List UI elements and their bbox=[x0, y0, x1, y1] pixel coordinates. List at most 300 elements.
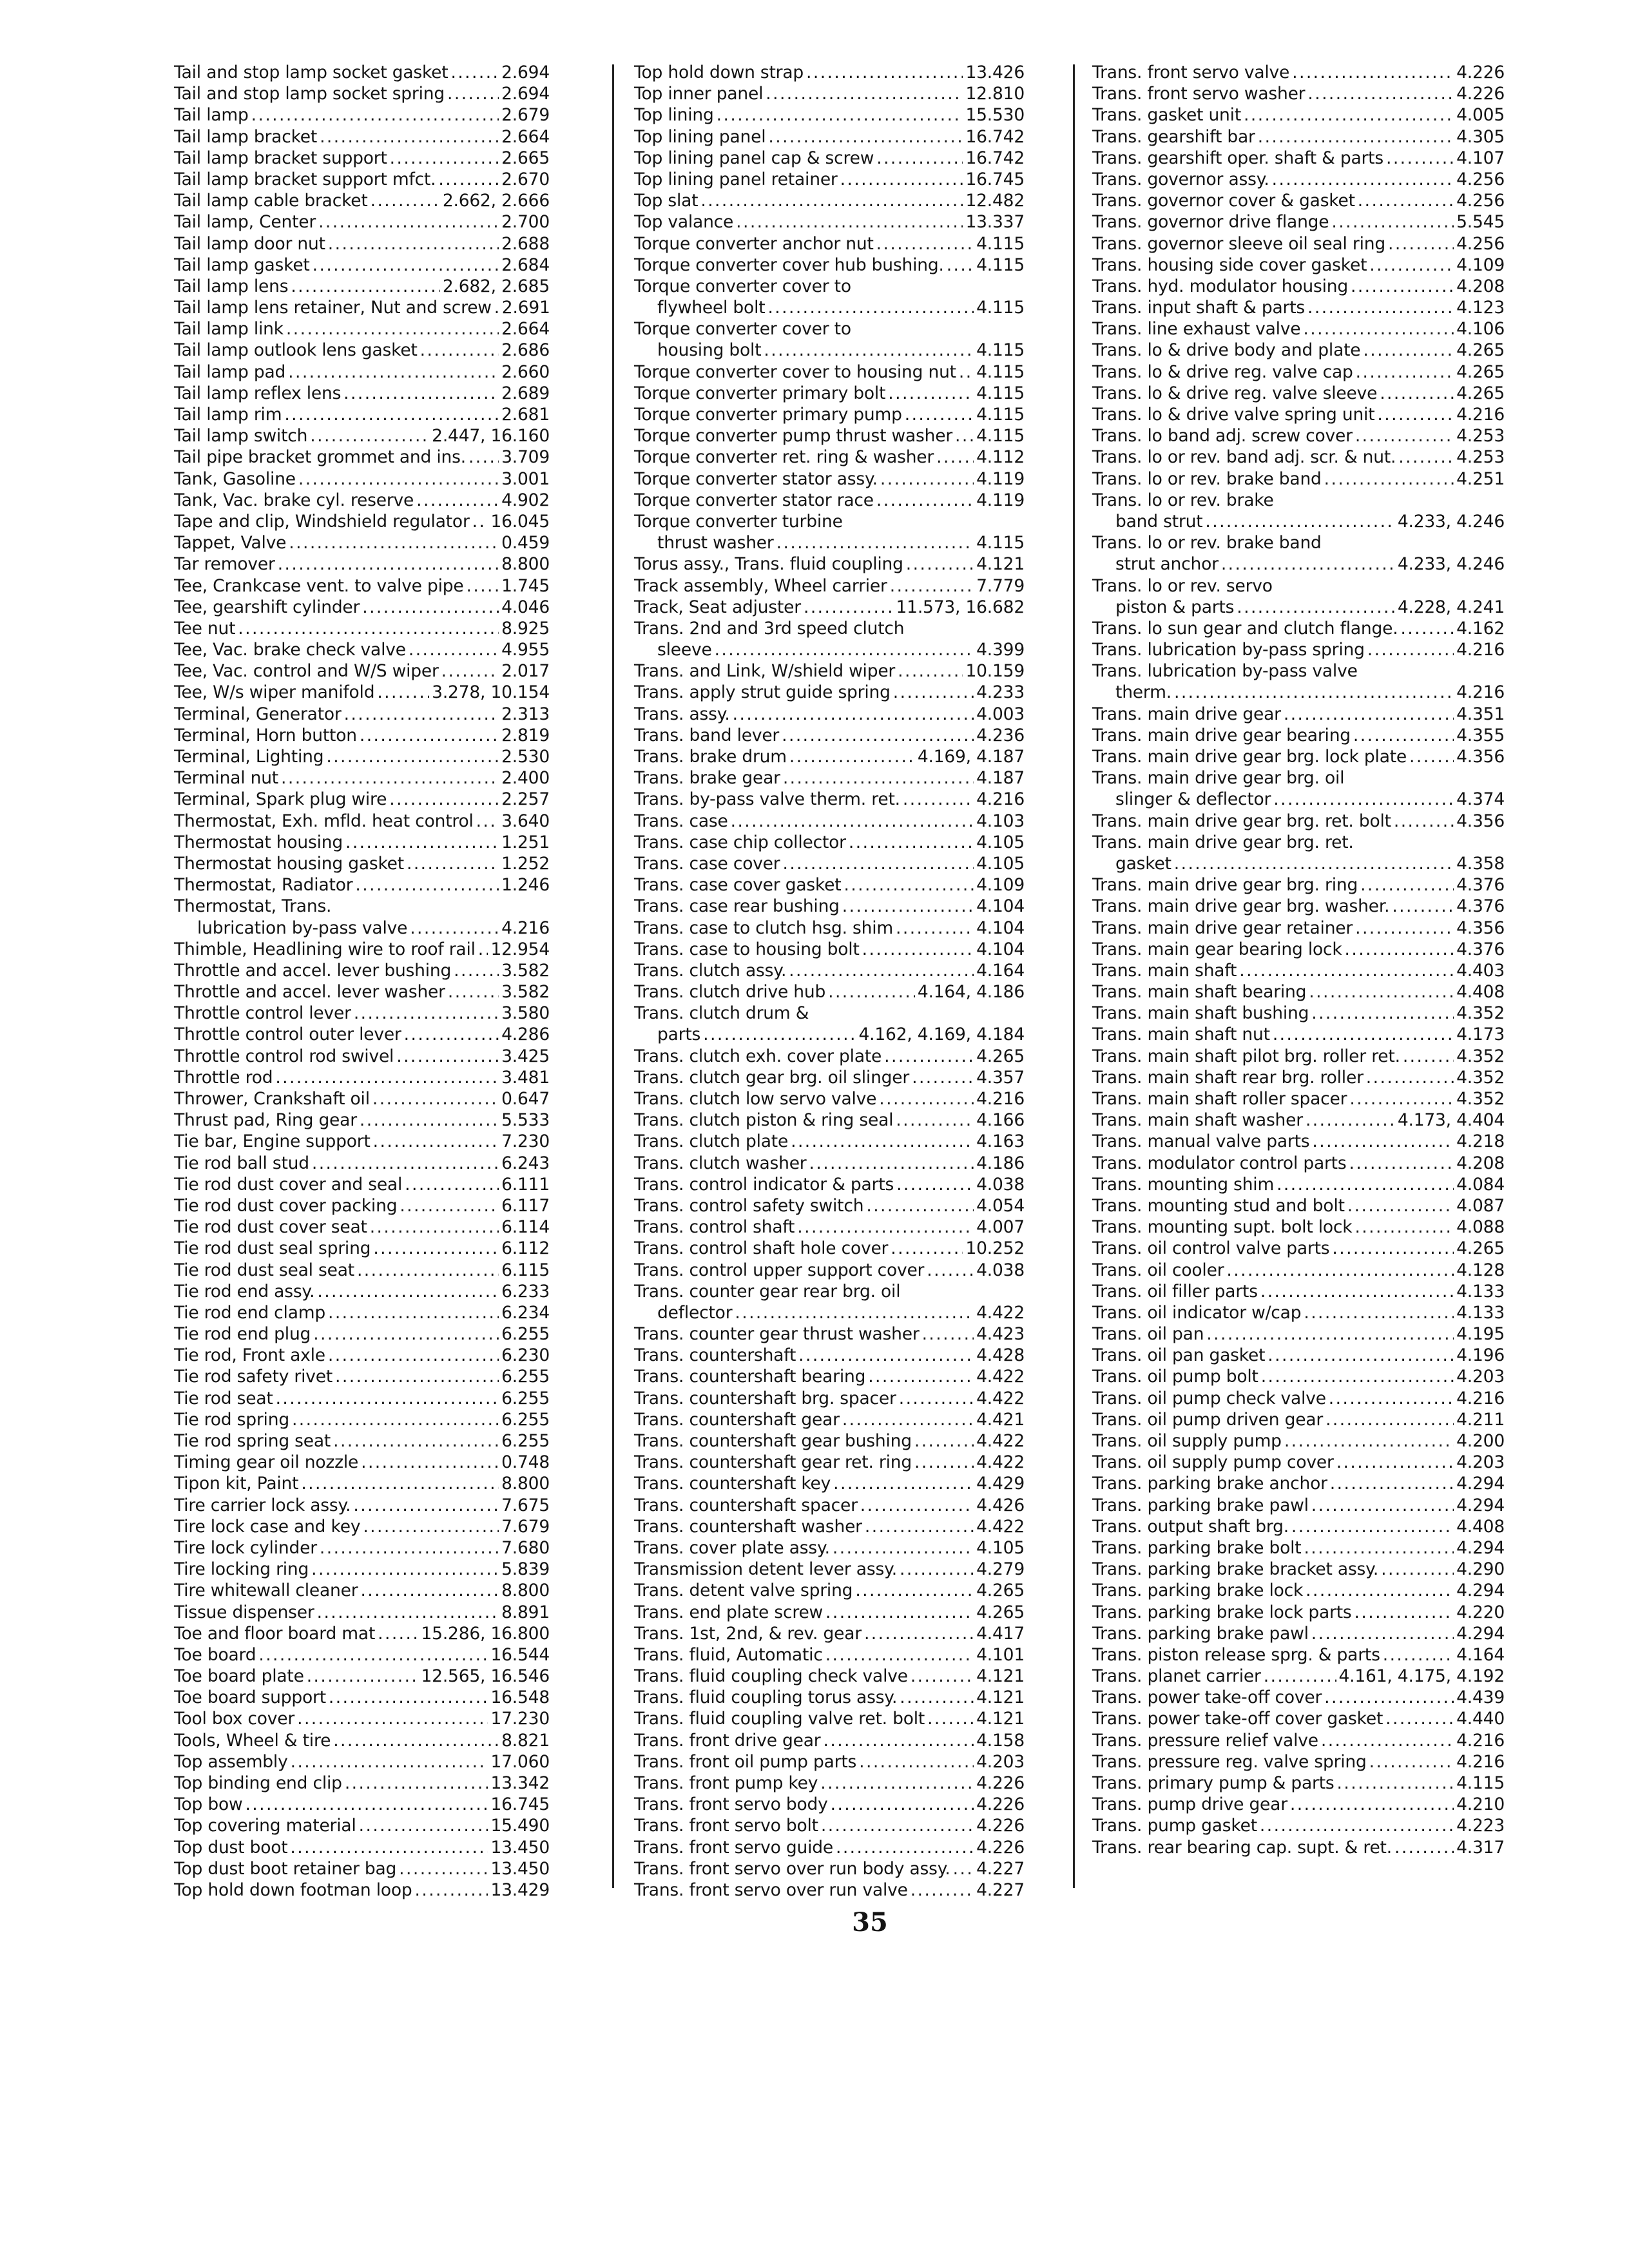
entry-reference: 4.101 bbox=[976, 1644, 1025, 1665]
entry-reference: 4.105 bbox=[976, 832, 1025, 852]
entry-name: Trans. countershaft gear bbox=[634, 1409, 840, 1430]
index-entry bbox=[634, 1580, 1025, 1601]
dot-leader bbox=[1321, 1730, 1454, 1751]
entry-reference: 4.294 bbox=[1456, 1474, 1505, 1494]
dot-leader bbox=[849, 832, 974, 853]
dot-leader bbox=[1331, 211, 1454, 233]
entry-reference: 4.200 bbox=[1456, 1431, 1505, 1451]
dot-leader bbox=[448, 981, 499, 1003]
entry-reference: 10.252 bbox=[965, 1238, 1025, 1259]
dot-leader bbox=[318, 211, 499, 233]
dot-leader bbox=[1258, 126, 1454, 148]
dot-leader bbox=[360, 1110, 499, 1131]
entry-reference: 4.115 bbox=[976, 255, 1025, 275]
entry-name: Trans. governor sleeve oil seal ring bbox=[1092, 233, 1386, 254]
dot-leader bbox=[450, 62, 499, 83]
entry-reference: 1.251 bbox=[501, 832, 550, 852]
entry-reference: 4.294 bbox=[1456, 1537, 1505, 1558]
entry-name: Trans. counter gear thrust washer bbox=[634, 1324, 920, 1345]
dot-leader bbox=[377, 682, 429, 703]
column-divider bbox=[1073, 64, 1075, 1888]
entry-reference: 2.017 bbox=[501, 661, 550, 682]
entry-reference: 6.243 bbox=[501, 1153, 550, 1173]
dot-leader bbox=[317, 1281, 499, 1302]
index-entry bbox=[634, 896, 1025, 917]
entry-name: Terminal, Horn button bbox=[174, 725, 357, 745]
index-entry bbox=[1092, 1430, 1505, 1452]
entry-name: Tail lamp bracket bbox=[174, 126, 318, 147]
dot-leader bbox=[284, 404, 499, 425]
index-entry bbox=[634, 1602, 1025, 1623]
index-entry bbox=[1092, 1708, 1505, 1729]
index-entry bbox=[634, 960, 1025, 981]
index-entry bbox=[634, 853, 1025, 874]
dot-leader bbox=[855, 1580, 974, 1601]
dot-leader bbox=[389, 789, 499, 810]
dot-leader bbox=[1307, 83, 1454, 104]
entry-name: Tail lamp link bbox=[174, 319, 284, 340]
entry-name: Trans. clutch piston & ring seal bbox=[634, 1110, 894, 1131]
index-entry bbox=[634, 490, 1025, 511]
index-entry bbox=[634, 425, 1025, 447]
index-entry bbox=[634, 1409, 1025, 1430]
entry-name: Tank, Vac. brake cyl. reserve bbox=[174, 490, 414, 510]
index-entry bbox=[1092, 1773, 1505, 1794]
index-entry bbox=[1092, 148, 1505, 169]
entry-reference: 4.228, 4.241 bbox=[1397, 597, 1505, 617]
dot-leader bbox=[789, 960, 974, 981]
dot-leader bbox=[447, 83, 499, 104]
dot-leader bbox=[1304, 1537, 1454, 1559]
entry-reference: 2.686 bbox=[501, 340, 550, 361]
entry-name: Top dust boot bbox=[174, 1837, 288, 1858]
index-entry bbox=[1092, 1174, 1505, 1195]
dot-leader bbox=[407, 853, 499, 874]
entry-reference: 4.423 bbox=[976, 1324, 1025, 1345]
entry-name: Top assembly bbox=[174, 1751, 288, 1772]
dot-leader bbox=[1337, 1773, 1454, 1794]
index-entry bbox=[174, 1238, 550, 1259]
index-entry bbox=[1092, 832, 1505, 853]
entry-reference: 4.265 bbox=[976, 1046, 1025, 1066]
index-entry bbox=[634, 553, 1025, 575]
entry-reference: 4.208 bbox=[1456, 1153, 1505, 1173]
entry-name: Trans. case cover gasket bbox=[634, 875, 842, 896]
dot-leader bbox=[454, 960, 499, 981]
entry-reference: 15.490 bbox=[490, 1816, 550, 1836]
entry-name: Tie rod dust cover packing bbox=[174, 1195, 398, 1216]
index-entry bbox=[174, 1366, 550, 1387]
dot-leader bbox=[900, 1559, 974, 1580]
entry-reference: 15.530 bbox=[965, 105, 1025, 126]
entry-name: Torque converter anchor nut bbox=[634, 233, 874, 254]
dot-leader bbox=[1388, 233, 1454, 255]
entry-reference: 3.278, 10.154 bbox=[432, 682, 550, 703]
dot-leader bbox=[291, 276, 439, 297]
entry-name: Trans. lo & drive reg. valve cap bbox=[1092, 361, 1353, 382]
entry-name: Trans. oil filler parts bbox=[1092, 1281, 1258, 1302]
dot-leader bbox=[301, 1473, 499, 1494]
entry-name: Trans. lo & drive reg. valve sleeve bbox=[1092, 383, 1378, 403]
dot-leader bbox=[1360, 874, 1454, 896]
dot-leader bbox=[1311, 1623, 1454, 1644]
entry-name: Trans. front servo body bbox=[634, 1794, 828, 1815]
dot-leader bbox=[441, 660, 499, 682]
entry-name: Trans. lubrication by-pass spring bbox=[1092, 640, 1365, 660]
entry-reference: 13.450 bbox=[490, 1837, 550, 1858]
entry-name: Thermostat housing gasket bbox=[174, 853, 404, 874]
entry-reference: 4.038 bbox=[976, 1260, 1025, 1280]
dot-leader bbox=[893, 682, 974, 703]
index-entry bbox=[174, 404, 550, 425]
entry-reference: 4.054 bbox=[976, 1195, 1025, 1216]
dot-leader bbox=[245, 1794, 488, 1815]
dot-leader bbox=[328, 1345, 499, 1366]
index-entry bbox=[174, 1409, 550, 1430]
entry-reference: 4.173, 4.404 bbox=[1397, 1110, 1505, 1131]
dot-leader bbox=[1392, 896, 1454, 917]
dot-leader bbox=[898, 660, 963, 682]
entry-name: Torque converter turbine bbox=[634, 511, 843, 532]
index-entry bbox=[1092, 1088, 1505, 1110]
entry-name: Tank, Gasoline bbox=[174, 468, 296, 489]
dot-leader bbox=[1329, 1388, 1454, 1409]
dot-leader bbox=[880, 468, 974, 490]
dot-leader bbox=[899, 1388, 974, 1409]
dot-leader bbox=[370, 1216, 499, 1238]
dot-leader bbox=[1261, 1366, 1454, 1387]
dot-leader bbox=[922, 1323, 974, 1345]
entry-name: Trans. countershaft spacer bbox=[634, 1495, 858, 1515]
entry-reference: 3.580 bbox=[501, 1003, 550, 1024]
entry-name: Trans. main drive gear brg. oil bbox=[1092, 768, 1345, 789]
entry-name: Tail lamp lens bbox=[174, 276, 289, 296]
entry-reference: 4.208 bbox=[1456, 276, 1505, 296]
entry-reference: 4.121 bbox=[976, 554, 1025, 575]
dot-leader bbox=[804, 597, 894, 618]
entry-name: parts bbox=[657, 1024, 701, 1045]
entry-name: Trans. countershaft bearing bbox=[634, 1367, 866, 1387]
entry-name: Trans. brake drum bbox=[634, 747, 787, 767]
entry-reference: 4.133 bbox=[1456, 1281, 1505, 1302]
dot-leader bbox=[911, 1666, 974, 1687]
entry-name: Tee, Vac. control and W/S wiper bbox=[174, 661, 439, 682]
entry-name: band strut bbox=[1115, 511, 1203, 532]
entry-name: Trans. 1st, 2nd, & rev. gear bbox=[634, 1623, 862, 1644]
dot-leader bbox=[1383, 1644, 1454, 1666]
entry-reference: 5.545 bbox=[1456, 212, 1505, 233]
entry-reference: 6.234 bbox=[501, 1302, 550, 1323]
entry-name: Tail lamp pad bbox=[174, 361, 286, 382]
index-entry bbox=[1092, 1260, 1505, 1281]
entry-name: Trans. main shaft bbox=[1092, 960, 1237, 981]
dot-leader bbox=[404, 1024, 499, 1045]
dot-leader bbox=[733, 704, 974, 725]
entry-name: Terminal nut bbox=[174, 768, 278, 789]
entry-reference: 4.163 bbox=[976, 1131, 1025, 1152]
index-entry bbox=[1092, 511, 1505, 532]
entry-reference: 4.376 bbox=[1456, 939, 1505, 959]
index-entry bbox=[174, 233, 550, 255]
index-entry bbox=[1092, 83, 1505, 104]
entry-name: Trans. assy. bbox=[634, 704, 730, 724]
index-entry bbox=[174, 1216, 550, 1238]
entry-reference: 4.161, 4.175, 4.192 bbox=[1338, 1666, 1505, 1687]
entry-name: Trans. front oil pump parts bbox=[634, 1751, 857, 1772]
entry-name: Trans. main gear bearing lock bbox=[1092, 939, 1342, 959]
index-entry bbox=[174, 1345, 550, 1366]
index-entry bbox=[1092, 1730, 1505, 1751]
entry-reference: 4.352 bbox=[1456, 1089, 1505, 1109]
dot-leader bbox=[820, 1773, 974, 1794]
page-number: 35 bbox=[852, 1907, 888, 1937]
index-entry bbox=[634, 1666, 1025, 1687]
entry-reference: 4.115 bbox=[976, 361, 1025, 382]
index-entry bbox=[174, 660, 550, 682]
dot-leader bbox=[478, 939, 488, 960]
entry-reference: 4.164, 4.186 bbox=[917, 982, 1025, 1003]
entry-reference: 4.429 bbox=[976, 1474, 1025, 1494]
entry-reference: 3.425 bbox=[501, 1046, 550, 1066]
dot-leader bbox=[914, 1430, 974, 1452]
dot-leader bbox=[343, 383, 499, 404]
entry-name: Top lining panel bbox=[634, 126, 766, 147]
entry-name: Tail lamp bracket support mfct. bbox=[174, 169, 436, 189]
dot-leader bbox=[1380, 383, 1454, 404]
entry-name: Trans. brake gear bbox=[634, 768, 780, 789]
index-entry bbox=[634, 62, 1025, 83]
entry-reference: 2.670 bbox=[501, 169, 550, 189]
entry-reference: 4.216 bbox=[1456, 1751, 1505, 1772]
dot-leader bbox=[879, 1088, 974, 1110]
entry-reference: 8.800 bbox=[501, 554, 550, 575]
entry-reference: 4.105 bbox=[976, 1537, 1025, 1558]
index-entry bbox=[174, 1879, 550, 1901]
entry-name: Trans. case to housing bolt bbox=[634, 939, 860, 959]
entry-reference: 3.582 bbox=[501, 960, 550, 981]
entry-name: Trans. main drive gear brg. ret. bbox=[1092, 832, 1354, 852]
index-entry bbox=[634, 575, 1025, 597]
dot-leader bbox=[884, 1046, 974, 1067]
dot-leader bbox=[328, 1302, 499, 1323]
index-entry bbox=[174, 1281, 550, 1302]
entry-name: Trans. gearshift oper. shaft & parts bbox=[1092, 148, 1383, 168]
entry-name: Trans. front servo over run valve bbox=[634, 1879, 908, 1900]
dot-leader bbox=[307, 1666, 419, 1687]
entry-reference: 4.164 bbox=[976, 960, 1025, 981]
index-entry bbox=[1092, 874, 1505, 896]
dot-leader bbox=[258, 1644, 488, 1666]
index-entry bbox=[634, 618, 1025, 639]
entry-reference: 1.745 bbox=[501, 575, 550, 596]
index-entry bbox=[634, 361, 1025, 383]
dot-leader bbox=[320, 126, 499, 148]
entry-reference: 17.060 bbox=[490, 1751, 550, 1772]
index-entry bbox=[634, 468, 1025, 490]
entry-reference: 4.173 bbox=[1456, 1024, 1505, 1045]
dot-leader bbox=[373, 1131, 499, 1152]
dot-leader bbox=[860, 1495, 974, 1516]
dot-leader bbox=[1284, 704, 1454, 725]
dot-leader bbox=[1268, 1345, 1454, 1366]
index-entry bbox=[174, 297, 550, 318]
dot-leader bbox=[783, 767, 974, 789]
entry-reference: 4.226 bbox=[976, 1773, 1025, 1793]
entry-reference: 4.104 bbox=[976, 896, 1025, 917]
entry-reference: 2.665 bbox=[501, 148, 550, 168]
index-entry bbox=[174, 1088, 550, 1110]
entry-name: Trans. main shaft bearing bbox=[1092, 982, 1307, 1003]
index-entry bbox=[174, 1773, 550, 1794]
dot-leader bbox=[890, 575, 974, 597]
entry-name: Trans. main drive gear brg. ring bbox=[1092, 875, 1358, 896]
index-entry bbox=[634, 918, 1025, 939]
index-entry bbox=[174, 639, 550, 660]
index-entry bbox=[634, 832, 1025, 853]
entry-reference: 2.681 bbox=[501, 405, 550, 425]
index-entry bbox=[174, 918, 550, 939]
dot-leader bbox=[1273, 1024, 1454, 1045]
index-entry bbox=[174, 126, 550, 148]
entry-name: Tire lock case and key bbox=[174, 1516, 361, 1537]
entry-name: Torque converter stator assy. bbox=[634, 468, 878, 489]
dot-leader bbox=[768, 126, 963, 148]
entry-name: Tail lamp switch bbox=[174, 426, 308, 447]
index-entry bbox=[1092, 490, 1505, 511]
entry-name: Trans. front servo bolt bbox=[634, 1816, 818, 1836]
index-entry bbox=[1092, 1623, 1505, 1644]
dot-leader bbox=[1409, 746, 1454, 767]
entry-reference: 2.679 bbox=[501, 105, 550, 126]
entry-name: Trans. and Link, W/shield wiper bbox=[634, 661, 896, 682]
entry-reference: 2.660 bbox=[501, 361, 550, 382]
dot-leader bbox=[238, 618, 499, 639]
entry-name: Tail and stop lamp socket gasket bbox=[174, 62, 448, 82]
entry-name: Trans. parking brake pawl bbox=[1092, 1495, 1309, 1515]
index-entry bbox=[1092, 297, 1505, 318]
entry-reference: 13.342 bbox=[490, 1773, 550, 1793]
dot-leader bbox=[703, 1024, 856, 1045]
entry-name: Trans. clutch drum & bbox=[634, 1003, 809, 1024]
entry-name: Throttle rod bbox=[174, 1067, 273, 1088]
index-entry bbox=[1092, 1345, 1505, 1366]
index-entry bbox=[634, 725, 1025, 746]
entry-name: Trans. manual valve parts bbox=[1092, 1131, 1310, 1152]
entry-reference: 0.459 bbox=[501, 533, 550, 553]
entry-reference: 4.233, 4.246 bbox=[1397, 554, 1505, 575]
dot-leader bbox=[345, 832, 499, 853]
index-entry bbox=[634, 746, 1025, 767]
entry-reference: 4.236 bbox=[976, 725, 1025, 745]
entry-reference: 7.679 bbox=[501, 1516, 550, 1537]
dot-leader bbox=[735, 1302, 974, 1323]
index-entry bbox=[174, 1559, 550, 1580]
dot-leader bbox=[372, 1088, 499, 1110]
index-entry bbox=[1092, 1495, 1505, 1516]
entry-name: Trans. housing side cover gasket bbox=[1092, 255, 1367, 275]
entry-reference: 4.256 bbox=[1456, 191, 1505, 211]
dot-leader bbox=[396, 1046, 499, 1067]
entry-reference: 4.088 bbox=[1456, 1217, 1505, 1238]
index-entry bbox=[174, 1708, 550, 1729]
entry-name: Trans. pump gasket bbox=[1092, 1816, 1257, 1836]
dot-leader bbox=[876, 233, 974, 255]
index-entry bbox=[174, 1751, 550, 1773]
entry-reference: 2.530 bbox=[501, 747, 550, 767]
entry-name: Track, Seat adjuster bbox=[634, 597, 801, 617]
dot-leader bbox=[494, 297, 499, 318]
dot-leader bbox=[378, 1623, 418, 1644]
entry-reference: 13.426 bbox=[965, 62, 1025, 82]
dot-leader bbox=[476, 811, 499, 832]
index-entry bbox=[634, 511, 1025, 532]
entry-name: Trans. main drive gear brg. lock plate bbox=[1092, 747, 1407, 767]
dot-leader bbox=[1345, 939, 1454, 960]
entry-name: Trans. oil control valve parts bbox=[1092, 1238, 1330, 1259]
entry-name: Thimble, Headlining wire to roof rail bbox=[174, 939, 476, 959]
entry-name: Tail lamp reflex lens bbox=[174, 383, 342, 403]
entry-reference: 2.689 bbox=[501, 383, 550, 403]
entry-name: Tee, gearshift cylinder bbox=[174, 597, 360, 617]
entry-reference: 2.819 bbox=[501, 725, 550, 745]
entry-name: Trans. parking brake bolt bbox=[1092, 1537, 1302, 1558]
index-entry bbox=[634, 447, 1025, 468]
entry-reference: 4.158 bbox=[976, 1730, 1025, 1751]
index-entry bbox=[634, 1195, 1025, 1216]
entry-reference: 6.255 bbox=[501, 1388, 550, 1408]
index-entry bbox=[174, 1495, 550, 1516]
entry-reference: 4.356 bbox=[1456, 747, 1505, 767]
entry-reference: 4.403 bbox=[1456, 960, 1505, 981]
entry-name: Throttle control outer lever bbox=[174, 1024, 401, 1045]
index-entry bbox=[1092, 1131, 1505, 1152]
index-entry bbox=[174, 468, 550, 490]
entry-name: Trans. line exhaust valve bbox=[1092, 319, 1301, 340]
entry-reference: 2.691 bbox=[501, 298, 550, 318]
index-entry bbox=[174, 874, 550, 896]
dot-leader bbox=[297, 1708, 488, 1729]
dot-leader bbox=[1332, 1238, 1454, 1259]
index-entry bbox=[1092, 811, 1505, 832]
entry-reference: 4.256 bbox=[1456, 233, 1505, 254]
entry-name: Trans. pressure relief valve bbox=[1092, 1730, 1318, 1751]
entry-reference: 4.162 bbox=[1456, 618, 1505, 639]
entry-reference: 4.253 bbox=[1456, 426, 1505, 447]
index-entry bbox=[174, 939, 550, 960]
dot-leader bbox=[1336, 1452, 1454, 1473]
entry-name: Trans. oil pump check valve bbox=[1092, 1388, 1326, 1408]
entry-reference: 4.227 bbox=[976, 1879, 1025, 1900]
index-entry bbox=[634, 1024, 1025, 1045]
entry-reference: 4.417 bbox=[976, 1623, 1025, 1644]
index-entry bbox=[634, 1366, 1025, 1387]
dot-leader bbox=[438, 169, 499, 190]
dot-leader bbox=[868, 1366, 974, 1387]
entry-name: Top covering material bbox=[174, 1816, 356, 1836]
index-entry bbox=[174, 1195, 550, 1216]
index-entry bbox=[1092, 960, 1505, 981]
dot-leader bbox=[371, 190, 440, 211]
index-entry bbox=[174, 318, 550, 340]
index-entry bbox=[634, 340, 1025, 361]
entry-reference: 6.255 bbox=[501, 1367, 550, 1387]
entry-reference: 4.399 bbox=[976, 640, 1025, 660]
entry-reference: 4.107 bbox=[1456, 148, 1505, 168]
entry-reference: 4.220 bbox=[1456, 1602, 1505, 1622]
index-entry bbox=[174, 960, 550, 981]
entry-reference: 4.203 bbox=[1456, 1367, 1505, 1387]
index-entry bbox=[174, 1003, 550, 1024]
